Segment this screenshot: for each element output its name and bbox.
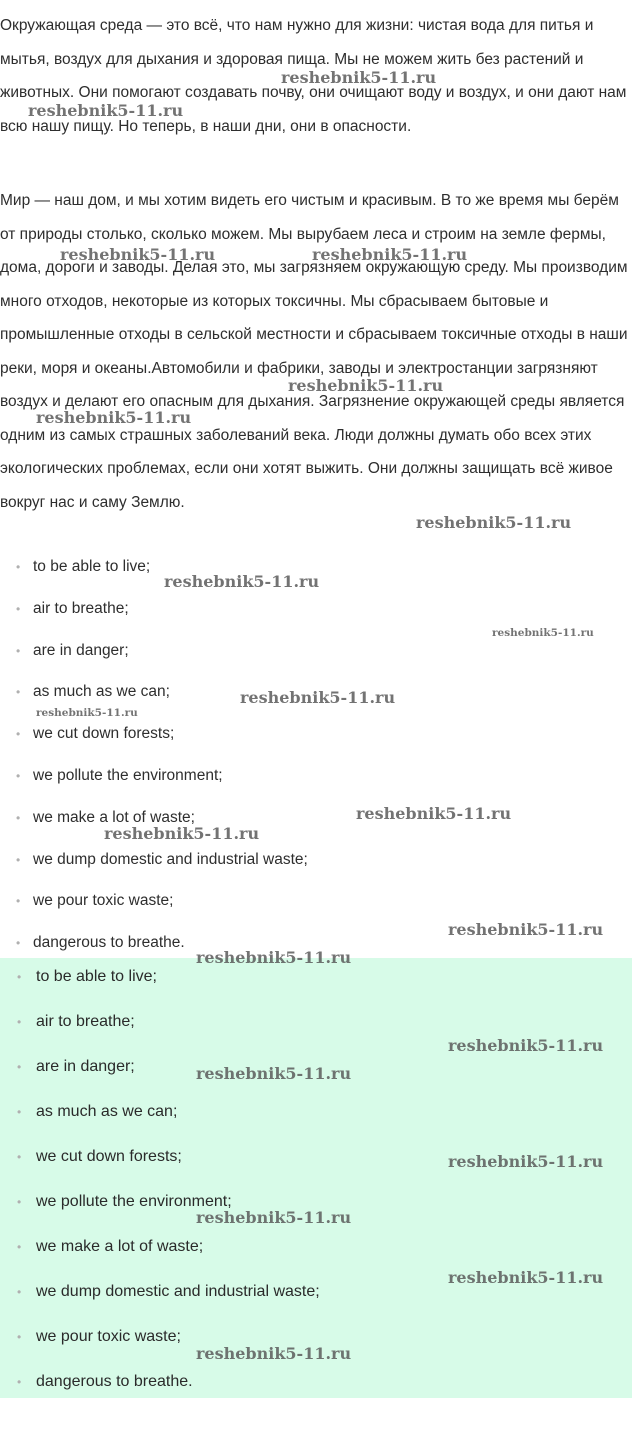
watermark: reshebnik5-11.ru	[28, 101, 184, 120]
bullet-icon: •	[16, 810, 21, 825]
paragraph-intro: Окружающая среда — это всё, что нам нужно для жизни: чистая вода для питья и мытья, воздух для дыхания и здоровая пища. Мы не можем жить без растений и животных. Они помогают создавать почву, они очищают воду и воздух, и они дают нам всю нашу пищу. Но теперь, в наши дни, они в опасности.	[0, 17, 627, 135]
answer-box	[0, 958, 632, 1398]
answer-item-text: we pollute the environment;	[36, 1193, 232, 1210]
bullet-icon: •	[17, 1240, 22, 1254]
answer-item-text: are in danger;	[36, 1058, 135, 1075]
watermark: reshebnik5-11.ru	[240, 688, 396, 707]
list-item-text: we dump domestic and industrial waste;	[33, 850, 308, 868]
list-item	[0, 716, 632, 758]
list-item	[0, 758, 632, 800]
list-item-text: air to breathe;	[33, 599, 129, 617]
list-item-text: dangerous to breathe.	[33, 934, 185, 952]
watermark: reshebnik5-11.ru	[196, 1208, 352, 1227]
watermark: reshebnik5-11.ru	[416, 513, 572, 532]
answer-list	[0, 958, 632, 1409]
answer-item-text: air to breathe;	[36, 1013, 135, 1030]
watermark: reshebnik5-11.ru	[448, 920, 604, 939]
bullet-icon: •	[17, 1150, 22, 1164]
answer-item	[0, 959, 632, 1004]
answer-item	[0, 1184, 632, 1229]
answer-item-text: dangerous to breathe.	[36, 1373, 193, 1390]
watermark: reshebnik5-11.ru	[281, 68, 437, 87]
list-item-text: are in danger;	[33, 641, 129, 659]
bullet-icon: •	[16, 685, 21, 700]
watermark: reshebnik5-11.ru	[448, 1036, 604, 1055]
answer-item-text: as much as we can;	[36, 1103, 178, 1120]
bullet-icon: •	[17, 970, 22, 984]
list-item	[0, 842, 632, 884]
bullet-icon: •	[16, 601, 21, 616]
list-item	[0, 883, 632, 925]
list-item-text: we cut down forests;	[33, 725, 175, 743]
answer-item-text: we pour toxic waste;	[36, 1328, 181, 1345]
list-item-text: to be able to live;	[33, 558, 151, 575]
bullet-icon: •	[16, 852, 21, 867]
watermark: reshebnik5-11.ru	[36, 707, 138, 719]
bullet-icon: •	[16, 643, 21, 658]
list-item	[0, 633, 632, 675]
watermark: reshebnik5-11.ru	[36, 408, 192, 427]
bullet-icon: •	[16, 894, 21, 909]
bullet-icon: •	[16, 768, 21, 783]
bullet-icon: •	[17, 1195, 22, 1209]
watermark: reshebnik5-11.ru	[196, 1344, 352, 1363]
watermark: reshebnik5-11.ru	[448, 1268, 604, 1287]
watermark: reshebnik5-11.ru	[196, 1064, 352, 1083]
answer-item	[0, 1319, 632, 1364]
watermark: reshebnik5-11.ru	[164, 572, 320, 591]
paragraph-main: Мир — наш дом, и мы хотим видеть его чистым и красивым. В то же время мы берём от природы столько, сколько можем. Мы вырубаем леса и строим на земле фермы, дома, дороги и заводы. Делая это, мы загрязняем окружающую среду. Мы производим много отходов, некоторые из которых токсичны. Мы сбрасываем бытовые и промышленные отходы в сельской местности и сбрасываем токсичные отходы в наши реки, моря и океаны.Автомобили и фабрики, заводы и электростанции загрязняют воздух и делают его опасным для дыхания. Загрязнение окружающей среды является одним из самых страшных заболеваний века. Люди должны думать обо всех этих экологических проблемах, если они хотят выжить. Они должны защищать всё живое вокруг нас и саму Землю.	[0, 192, 628, 511]
bullet-icon: •	[17, 1285, 22, 1299]
list-item	[0, 591, 632, 633]
bullet-icon: •	[17, 1375, 22, 1389]
list-item	[0, 674, 632, 716]
bullet-icon: •	[16, 727, 21, 742]
list-item	[0, 549, 632, 591]
watermark: reshebnik5-11.ru	[312, 245, 468, 264]
phrase-list	[0, 549, 632, 967]
answer-item	[0, 1274, 632, 1319]
bullet-icon: •	[17, 1060, 22, 1074]
answer-item	[0, 1364, 632, 1409]
watermark: reshebnik5-11.ru	[196, 948, 352, 967]
list-item-text: as much as we can;	[33, 683, 170, 701]
watermark: reshebnik5-11.ru	[104, 824, 260, 843]
list-item	[0, 800, 632, 842]
watermark: reshebnik5-11.ru	[448, 1152, 604, 1171]
answer-item	[0, 1139, 632, 1184]
bullet-icon: •	[16, 560, 21, 574]
answer-item	[0, 1094, 632, 1139]
bullet-icon: •	[17, 1105, 22, 1119]
list-item-text: we pollute the environment;	[33, 766, 223, 784]
bullet-icon: •	[17, 1330, 22, 1344]
watermark: reshebnik5-11.ru	[288, 376, 444, 395]
answer-item	[0, 1049, 632, 1094]
watermark: reshebnik5-11.ru	[60, 245, 216, 264]
answer-item-text: we dump domestic and industrial waste;	[36, 1283, 320, 1300]
answer-item-text: we cut down forests;	[36, 1148, 182, 1165]
list-item-text: we pour toxic waste;	[33, 892, 174, 910]
answer-item	[0, 1004, 632, 1049]
answer-item-text: to be able to live;	[36, 968, 157, 985]
list-item-text: we make a lot of waste;	[33, 808, 195, 826]
bullet-icon: •	[17, 1015, 22, 1029]
bullet-icon: •	[16, 936, 21, 951]
answer-item-text: we make a lot of waste;	[36, 1238, 204, 1255]
answer-item	[0, 1229, 632, 1274]
watermark: reshebnik5-11.ru	[356, 804, 512, 823]
watermark: reshebnik5-11.ru	[492, 627, 594, 639]
